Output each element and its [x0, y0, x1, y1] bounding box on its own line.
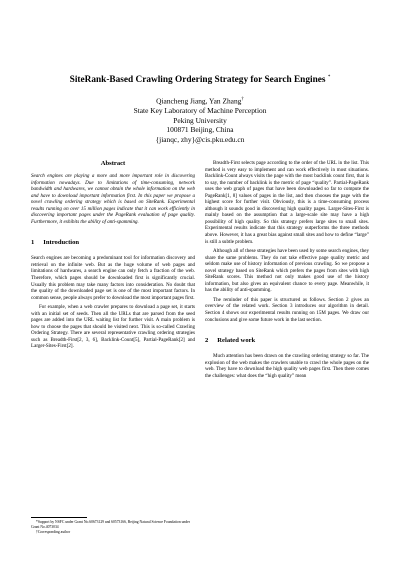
intro-paragraph-1: Search engines are becoming a predominant tool for information discovery and retrieval on the infinite web. But as the huge volume of web pages and limitations of hardwares, a search engine can only fetch a fraction of the web. Therefore, which pages should be downloaded first is significantly crucial. Usually this problem may take many factors into consideration. No doubt that the quality of the downloaded page set is one of the most important factors. In common sense, people always prefer to download the most important pages first. [31, 255, 195, 301]
author-footnote-mark: † [241, 97, 244, 102]
paper-title [0, 72, 400, 86]
right-column [205, 160, 369, 382]
university: Peking University [173, 115, 227, 125]
email: {jianqc, zhy}@cis.pku.edu.cn [155, 134, 245, 144]
section-heading-related-work [205, 337, 369, 345]
abstract-text: Search engines are playing a more and more important role in discovering information nowadays. Due to limitations of time-consuming, network bandwidth and hardwares, we cannot obtain the whole information on the web and have to download important information first. In this paper we propose a novel crawling ordering strategy which is based on SiteRank. Experimental results running on over 15 million pages indicate that it can work efficiently in discovering important pages under the PageRank evaluation of page quality. Furthermore, it exhibits the ability of anti-spamming. [31, 173, 195, 225]
intro-paragraph-2: For example, when a web crawler prepares to download a page set, it starts with an initial set of seeds. Then all the URLs that are parsed from the seed pages are added into the URL waiting list for further visit. A main problem is how to choose the pages that should be visited next. This is so-called Crawling Ordering Strategy. There are several representative crawling ordering strategies such as Breadth-First[2, 3, 6], Backlink-Count[5], Partial-PageRank[2] and Larger-Sites-First[2]. [31, 304, 195, 350]
footnote-support: *Support by NSFC under Grant No.60673129 and 60573166, Beijing Natural Science Foundation under Grant No.4073034 [31, 520, 191, 529]
section-number: 2 [205, 337, 209, 345]
title-footnote-mark: * [327, 75, 331, 80]
footnote-corresponding: †Corresponding author [36, 529, 71, 534]
affiliation: State Key Laboratory of Machine Perception [133, 106, 267, 116]
right-paragraph-1: Breadth-First selects page according to the order of the URL in the list. This method is very easy to implement and can work effectively in most situations. Backlink-Count always visits the page with the most backlink count first, that is to say, the number of backlink is the metric of page “quality”. Partial-PageRank uses the web graph of pages that have been downloaded so far to compute the PageRank[1, 8] values of pages in the list, and then chooses the page with the highest score for further visit. Obviously, this is a time-consuming process although it sounds good in discovering high quality pages. Larger-Sites-First is mainly based on the assumption that a large-scale site may have a high possibility of high quality. So this strategy prefers large sites to small sites. Experimental results indicate that this strategy outperforms the three methods above. However, it has a great bias against small sites and how to define “large” is still a subtle problem. [205, 160, 369, 245]
section-heading-introduction [31, 239, 195, 247]
footnote-rule [31, 517, 87, 518]
paper-title-text: SiteRank-Based Crawling Ordering Strategy for Search Engines [69, 75, 326, 86]
section-title: Related work [217, 337, 256, 345]
abstract-heading: Abstract [100, 160, 126, 167]
left-column [31, 160, 195, 353]
section-title: Introduction [43, 239, 80, 247]
author-block [0, 95, 400, 144]
city: 100871 Beijing, China [166, 125, 234, 135]
right-paragraph-2: Although all of these strategies have been used by some search engines, they share the same problems. They do not take effective page quality metric and seldom make use of history information of previous crawling. So we propose a novel strategy based on SiteRank which prefers the pages from sites with high SiteRank scores. This method not only makes good use of the history information, but also gives an equivalent chance to every page. Meanwhile, it has the ability of anti-spamming. [205, 248, 369, 294]
related-paragraph-1: Much attention has been drawn on the crawling ordering strategy so far. The explosion of the web makes the crawlers unable to crawl the whole pages on the web. They have to download the high quality web pages first. Then there comes the challenges: what does the “high quality” mean [205, 353, 369, 379]
author-names-line [0, 95, 400, 106]
right-paragraph-3: The reminder of this paper is structured as follows. Section 2 gives an overview of the related work. Section 3 introduces our algorithm in detail. Section 4 shows our experimental results running on 15M pages. We draw our conclusions and give some future work in the last section. [205, 296, 369, 323]
footnotes [31, 517, 195, 534]
section-number: 1 [31, 239, 35, 247]
author-names: Qiancheng Jiang, Yan Zhang [156, 96, 242, 106]
